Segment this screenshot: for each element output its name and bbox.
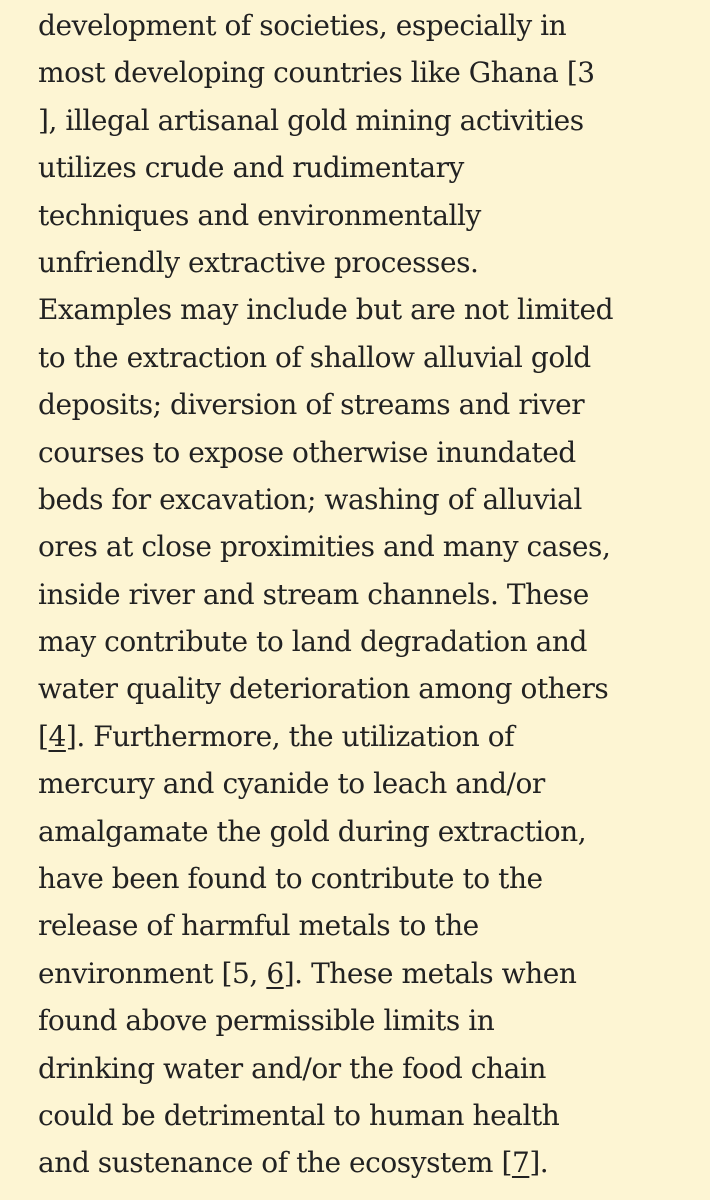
text-line: Examples may include but are not limited: [38, 293, 614, 327]
text-line: mercury and cyanide to leach and/or: [38, 767, 545, 801]
text-line: utilizes crude and rudimentary: [38, 151, 464, 185]
text-line: [38, 950, 690, 997]
text-line: water quality deterioration among others: [38, 672, 609, 706]
text-line: deposits; diversion of streams and river: [38, 388, 585, 422]
text-line: drinking water and/or the food chain: [38, 1051, 546, 1085]
citation-4-link[interactable]: 4: [48, 719, 66, 753]
citation-6-link[interactable]: 6: [266, 956, 284, 990]
text-segment: environment [: [38, 956, 233, 990]
text-segment: and sustenance of the ecosystem [: [38, 1146, 512, 1180]
text-line: may contribute to land degradation and: [38, 625, 587, 659]
text-line: [38, 1139, 690, 1186]
text-segment: ].: [529, 1146, 549, 1180]
text-line: found above permissible limits in: [38, 1004, 495, 1038]
text-line: inside river and stream channels. These: [38, 577, 589, 611]
text-line: have been found to contribute to the: [38, 862, 543, 896]
text-line: beds for excavation; washing of alluvial: [38, 482, 582, 516]
bracket-open: [: [38, 719, 49, 753]
text-line: ], illegal artisanal gold mining activities: [38, 103, 584, 137]
text-segment: ,: [249, 956, 267, 990]
text-segment: ]. Furthermore, the utilization of: [65, 719, 515, 753]
text-line: [38, 713, 690, 760]
text-line: release of harmful metals to the: [38, 909, 479, 943]
text-line: could be detrimental to human health: [38, 1098, 560, 1132]
citation-7-link[interactable]: 7: [511, 1146, 530, 1180]
text-segment: ]. These metals when: [283, 956, 577, 990]
text-line: ores at close proximities and many cases,: [38, 530, 611, 564]
text-line: most developing countries like Ghana [3: [38, 56, 595, 90]
citation-5: 5: [232, 956, 250, 990]
text-line: amalgamate the gold during extraction,: [38, 814, 587, 848]
text-line: courses to expose otherwise inundated: [38, 435, 576, 469]
text-line: development of societies, especially in: [38, 9, 567, 42]
text-line: unfriendly extractive processes.: [38, 245, 479, 279]
text-line: to the extraction of shallow alluvial gold: [38, 340, 591, 374]
text-line: techniques and environmentally: [38, 198, 481, 232]
